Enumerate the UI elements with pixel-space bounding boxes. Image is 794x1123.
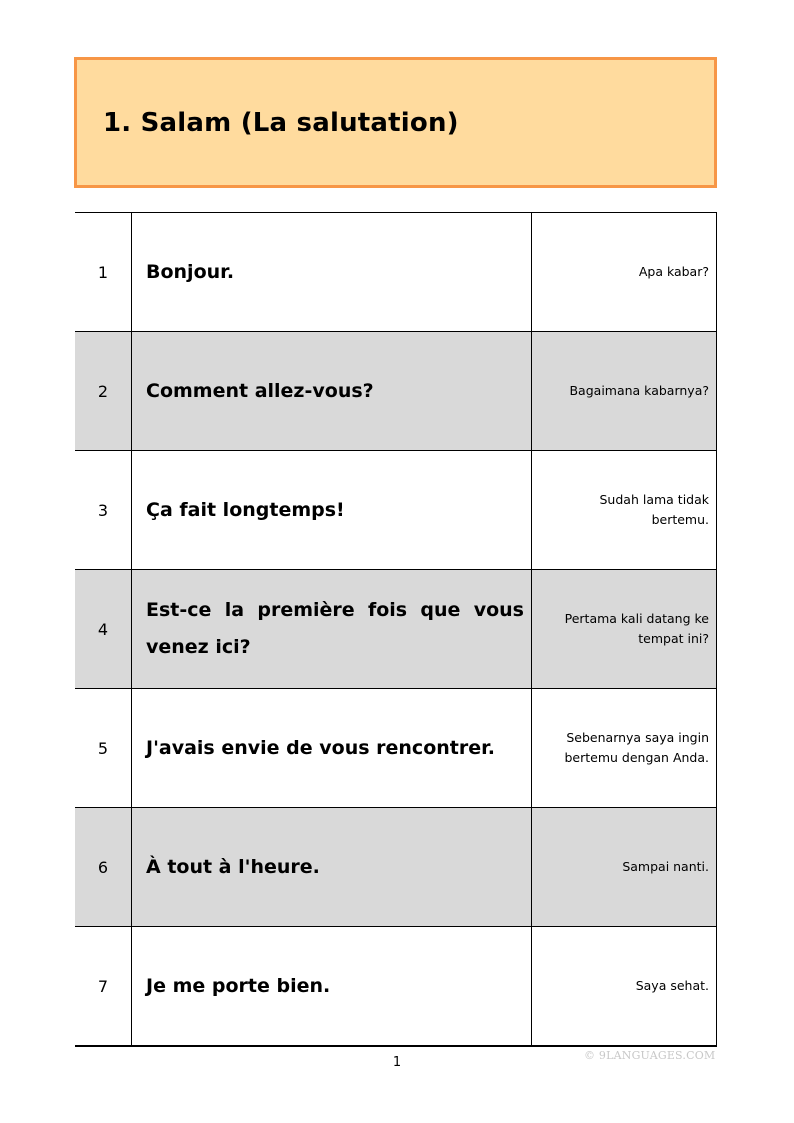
table-row	[75, 927, 717, 1047]
page-number: 1	[392, 1055, 402, 1070]
french-phrase: Comment allez-vous?	[132, 332, 532, 451]
indonesian-translation: Sampai nanti.	[532, 808, 717, 927]
table-row	[75, 808, 717, 927]
french-phrase: Je me porte bien.	[132, 927, 532, 1047]
table-row	[75, 451, 717, 570]
french-phrase: Ça fait longtemps!	[132, 451, 532, 570]
indonesian-translation: Bagaimana kabarnya?	[532, 332, 717, 451]
indonesian-translation: Saya sehat.	[532, 927, 717, 1047]
row-number: 3	[75, 451, 132, 570]
french-phrase: Bonjour.	[132, 213, 532, 332]
row-number: 5	[75, 689, 132, 808]
phrase-table	[75, 212, 717, 1047]
table-row	[75, 570, 717, 689]
title-banner	[74, 57, 717, 188]
french-phrase: À tout à l'heure.	[132, 808, 532, 927]
row-number: 1	[75, 213, 132, 332]
table-row	[75, 332, 717, 451]
table-row	[75, 213, 717, 332]
row-number: 4	[75, 570, 132, 689]
french-phrase: J'avais envie de vous rencontrer.	[132, 689, 532, 808]
indonesian-translation: Sebenarnya saya ingin bertemu dengan Anda.	[532, 689, 717, 808]
row-number: 2	[75, 332, 132, 451]
watermark: © 9LANGUAGES.COM	[584, 1049, 716, 1062]
indonesian-translation: Pertama kali datang ke tempat ini?	[532, 570, 717, 689]
indonesian-translation: Sudah lama tidak bertemu.	[532, 451, 717, 570]
row-number: 6	[75, 808, 132, 927]
french-phrase: Est-ce la première fois que vous venez ici?	[132, 570, 532, 689]
indonesian-translation: Apa kabar?	[532, 213, 717, 332]
page-title: 1. Salam (La salutation)	[103, 108, 459, 138]
row-number: 7	[75, 927, 132, 1047]
table-row	[75, 689, 717, 808]
